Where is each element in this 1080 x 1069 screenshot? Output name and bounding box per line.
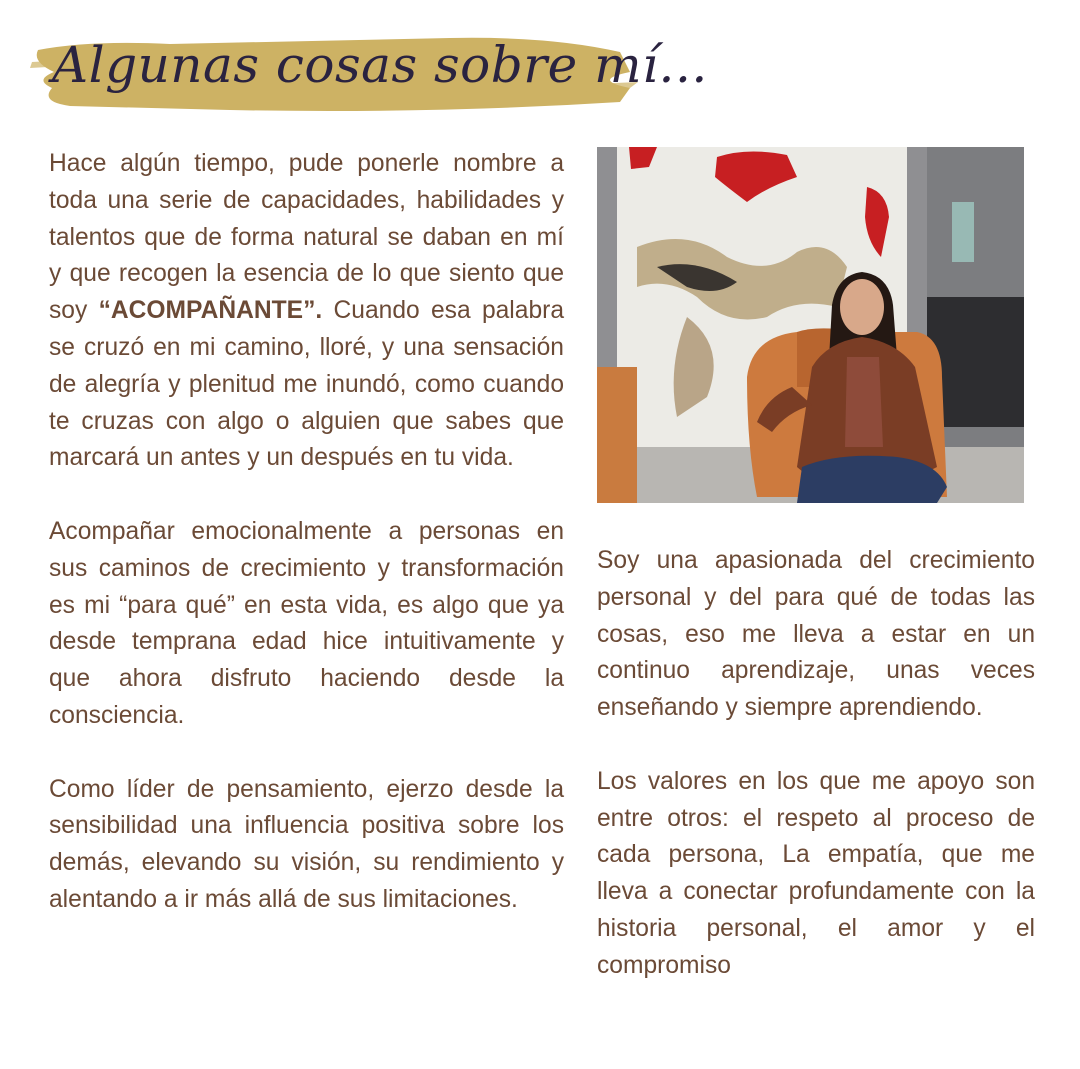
intro-paragraph [49,146,564,477]
left-column [49,146,564,919]
title-banner [30,22,708,122]
acompanante-keyword: “ACOMPAÑANTE”. [98,297,323,325]
page-title: Algunas cosas sobre mí... [52,36,708,94]
values-paragraph: Los valores en los que me apoyo son entre otros: el respeto al proceso de cada persona, La empatía, que me lleva a conectar profundamente con la historia personal, el amor y el compromiso [597,767,1035,979]
purpose-paragraph: Acompañar emocionalmente a personas en sus caminos de crecimiento y transformación es mi “para qué” en esta vida, es algo que ya desde temprana edad hice intuitivamente y que ahora disfruto haciendo desde la consciencia. [49,517,564,729]
passion-paragraph: Soy una apasionada del crecimiento personal y del para qué de todas las cosas, eso me lleva a estar en un continuo aprendizaje, unas veces enseñando y siempre aprendiendo. [597,547,1035,722]
intro-text-start: Hace algún tiempo, pude ponerle nombre a toda una serie de capacidades, habilidades y talentos que de forma natural se daban en mí y que recogen la esencia de lo que siento que soy [49,150,564,325]
portrait-photo [597,147,1024,503]
intro-text-end: Cuando esa palabra se cruzó en mi camino, lloré, y una sensación de alegría y plenitud me inundó, como cuando te cruzas con algo o alguien que sabes que marcará un antes y un después en tu vida. [49,297,564,472]
right-column [597,543,1035,985]
leadership-paragraph: Como líder de pensamiento, ejerzo desde la sensibilidad una influencia positiva sobre los demás, elevando su visión, su rendimiento y alentando a ir más allá de sus limitaciones. [49,775,564,913]
